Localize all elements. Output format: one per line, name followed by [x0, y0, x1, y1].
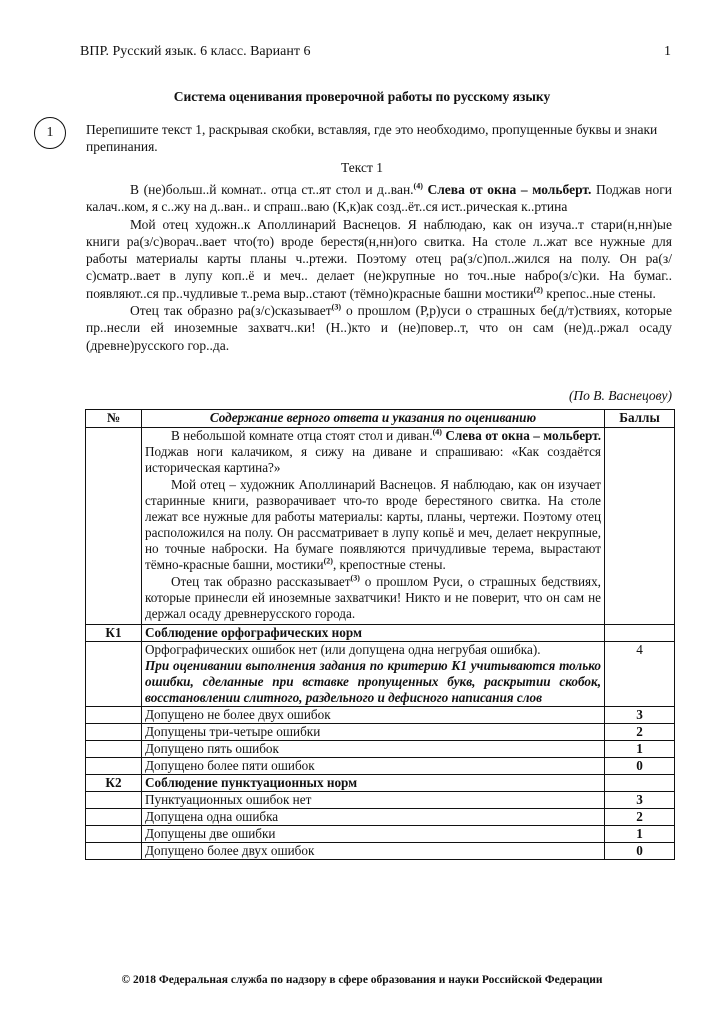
empty-cell: [86, 843, 142, 860]
table-row: [86, 809, 675, 826]
score-description: Пунктуационных ошибок нет: [142, 792, 605, 809]
score-value: 2: [605, 809, 675, 826]
score-value: 3: [605, 707, 675, 724]
footnote-marker: (3): [350, 573, 360, 583]
table-row: [86, 707, 675, 724]
score-description: Допущено более двух ошибок: [142, 843, 605, 860]
table-header-row: [86, 410, 675, 428]
text-fragment: Мой отец художн..к Аполлинарий Васнецов. Я наблюдаю, как он изуча..т стари(н,нн)ые книги ра(з/с)ворач..вает что(то) вроде берестя(н,нн)ого свитка. На столе л..жат все нужные для работы материалы карты планы ч..ртежи. Поэтому отец ра(з/с)пол..жился на полу. Он ра(з/с)сматр..вает в лупу коп..ё и меч.. делает (не)крупные но точ..ные набро(з/с)ки. На бумаг.. появляют..ся пр..чудливые т..рема выр..стают (тёмно)красные башни мостики: [86, 216, 672, 301]
answer-row: [86, 428, 675, 625]
score-value: 0: [605, 843, 675, 860]
table-row: [86, 724, 675, 741]
text-fragment: Отец так образно ра(з/с)сказывает: [130, 303, 332, 319]
score-value: 0: [605, 758, 675, 775]
text-fragment: о прошлом (Р,р)уси о страшных бе(д/т)ствиях, которые пр..несли ей иноземные захватч..ки! (Н..)кто и (не)повер..т, что он сам (не)д..ржал осаду (древне)русского гор..да.: [86, 303, 672, 353]
empty-cell: [86, 758, 142, 775]
answer-fragment: , крепостные стены.: [332, 557, 446, 572]
header-content: Содержание верного ответа и указания по оцениванию: [142, 410, 605, 428]
criterion-code: К2: [86, 775, 142, 792]
criterion-title: Соблюдение пунктуационных норм: [142, 775, 605, 792]
text-body: [86, 181, 672, 354]
empty-cell: [86, 792, 142, 809]
footnote-marker: (2): [533, 285, 543, 295]
score-description: Допущено более пяти ошибок: [142, 758, 605, 775]
empty-cell: [86, 642, 142, 707]
answer-score-cell: [605, 428, 675, 625]
criterion-note: При оценивании выполнения задания по критерию К1 учитываются только ошибки, сделанные при вставке пропущенных букв, раскрытии скобок, восстановлении слитного, раздельного и дефисного написания слов: [145, 658, 601, 705]
text-fragment: В (не)больш..й комнат.. отца ст..ят стол и д..ван.: [130, 182, 414, 197]
answer-paragraph: [145, 574, 601, 622]
empty-cell: [86, 826, 142, 843]
page-title: Система оценивания проверочной работы по русскому языку: [173, 89, 551, 104]
answer-fragment: Мой отец – художник Аполлинарий Васнецов. Я наблюдаю, как он изучает старинные книги, разворачивает что-то вроде берестяного свитка. На столе лежат все нужные для работы материалы: карты, планы, чертежи. Поэтому отец расположился на полу. Он рассматривает в лупу копьё и меч, делает некрупные, но точные наброски. На бумаге появляются причудливые терема, вырастают тёмно-красные башни, мостики: [145, 477, 601, 572]
answer-bold-fragment: мольберт.: [543, 428, 601, 443]
table-row: [86, 741, 675, 758]
scoring-table: [85, 409, 675, 860]
table-row: [86, 642, 675, 707]
score-value: 3: [605, 792, 675, 809]
score-description: Допущены две ошибки: [142, 826, 605, 843]
answer-bold-fragment: Слева от окна –: [441, 428, 540, 443]
header-number: №: [86, 410, 142, 428]
criterion-score-cell: [605, 775, 675, 792]
table-row: [86, 792, 675, 809]
empty-cell: [86, 741, 142, 758]
text-fragment: Поджав ноги калач..ком, я с..жу на д..ван.. и спраш..ваю (К,к)ак созд..ёт..ся ист..рическая к..ртина: [86, 182, 672, 215]
text-paragraph: [86, 302, 672, 354]
header-left: ВПР. Русский язык. 6 класс. Вариант 6: [80, 44, 311, 59]
header-score: Баллы: [605, 410, 675, 428]
page-footer: © 2018 Федеральная служба по надзору в сфере образования и науки Российской Федерации: [121, 974, 603, 986]
criterion-row: [86, 775, 675, 792]
text-author: (По В. Васнецову): [568, 388, 672, 403]
answer-fragment: Поджав ноги калачиком, я сижу на диване и спрашиваю: «Как создаётся историческая картина?»: [145, 444, 601, 475]
score-value: 4: [605, 642, 675, 707]
answer-paragraph: [145, 428, 601, 476]
empty-cell: [86, 809, 142, 826]
text-fragment: крепос..ные стены.: [542, 285, 656, 301]
answer-text-cell: [142, 428, 605, 625]
score-value: 1: [605, 826, 675, 843]
answer-fragment: В небольшой комнате отца стоят стол и диван.: [171, 428, 433, 443]
score-description: Допущены три-четыре ошибки: [142, 724, 605, 741]
answer-fragment: о прошлом Руси, о страшных бедствиях, которые принесли ей иноземные захватчики! Никто и не поверит, что он сам не держал осаду древнерусского города.: [145, 574, 601, 621]
task-instruction: Перепишите текст 1, раскрывая скобки, вставляя, где это необходимо, пропущенные буквы и знаки препинания.: [86, 122, 658, 154]
answer-number-cell: [86, 428, 142, 625]
criterion-score-cell: [605, 625, 675, 642]
table-row: [86, 843, 675, 860]
score-text: Орфографических ошибок нет (или допущена одна негрубая ошибка).: [145, 642, 541, 657]
criterion-code: К1: [86, 625, 142, 642]
footnote-marker: (3): [331, 302, 341, 312]
footnote-marker: (2): [323, 556, 333, 566]
page-number: 1: [664, 44, 671, 59]
score-value: 1: [605, 741, 675, 758]
footnote-marker: (4): [432, 427, 442, 437]
score-description: Допущена одна ошибка: [142, 809, 605, 826]
table-row: [86, 758, 675, 775]
text-heading: Текст 1: [341, 160, 383, 175]
answer-fragment: Отец так образно рассказывает: [171, 574, 351, 589]
table-row: [86, 826, 675, 843]
answer-paragraph: [145, 477, 601, 573]
text-bold-fragment: Слева от окна – мольберт.: [422, 182, 592, 197]
footnote-marker: (4): [413, 181, 423, 191]
empty-cell: [86, 707, 142, 724]
criterion-title: Соблюдение орфографических норм: [142, 625, 605, 642]
text-paragraph: [86, 181, 672, 216]
text-paragraph: [86, 216, 672, 302]
task-number-badge: 1: [34, 117, 66, 149]
score-description: Допущено не более двух ошибок: [142, 707, 605, 724]
score-value: 2: [605, 724, 675, 741]
criterion-row: [86, 625, 675, 642]
score-description: [142, 642, 605, 707]
score-description: Допущено пять ошибок: [142, 741, 605, 758]
empty-cell: [86, 724, 142, 741]
